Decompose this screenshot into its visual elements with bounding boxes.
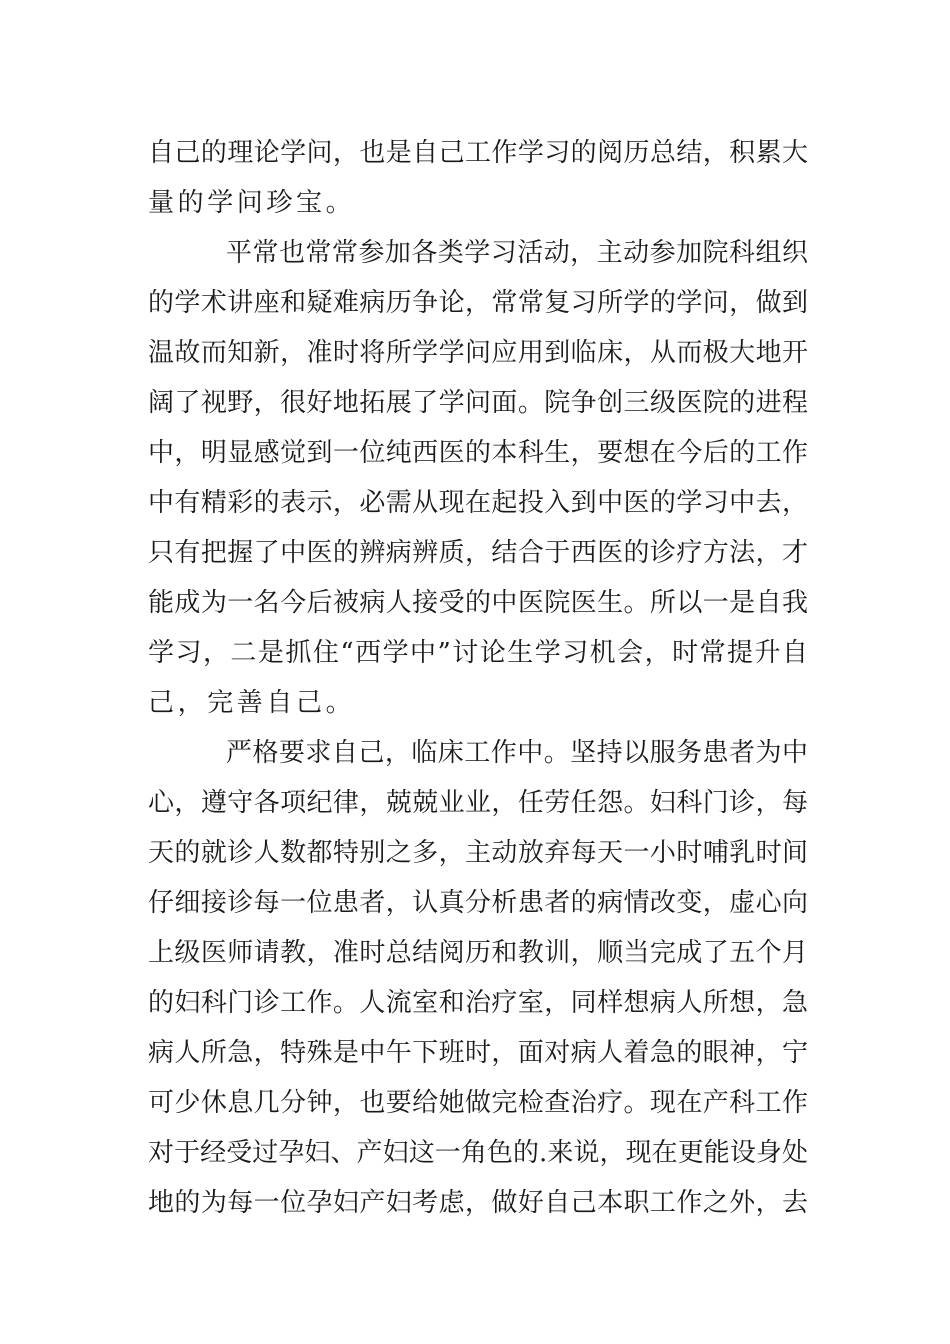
text-line: 病人所急，特殊是中午下班时，面对病人着急的眼神，宁 [148, 1038, 808, 1068]
text-line: 仔细接诊每一位患者，认真分析患者的病情改变，虚心向 [148, 888, 808, 918]
text-line: 自己的理论学问，也是自己工作学习的阅历总结，积累大 [148, 138, 808, 168]
paragraph-first-line: 平常也常常参加各类学习活动，主动参加院科组织 [226, 238, 808, 268]
text-line: 能成为一名今后被病人接受的中医院医生。所以一是自我 [148, 588, 808, 618]
text-line: 阔了视野，很好地拓展了学问面。院争创三级医院的进程 [148, 388, 808, 418]
text-line: 只有把握了中医的辨病辨质，结合于西医的诊疗方法，才 [148, 538, 808, 568]
text-line: 己，完善自己。 [148, 688, 356, 718]
text-line: 量的学问珍宝。 [148, 188, 356, 218]
text-line: 地的为每一位孕妇产妇考虑，做好自己本职工作之外，去 [148, 1188, 808, 1218]
text-line: 上级医师请教，准时总结阅历和教训，顺当完成了五个月 [148, 938, 808, 968]
paragraph-first-line: 严格要求自己，临床工作中。坚持以服务患者为中 [226, 738, 808, 768]
text-line: 的妇科门诊工作。人流室和治疗室，同样想病人所想，急 [148, 988, 808, 1018]
text-line: 学习，二是抓住“西学中”讨论生学习机会，时常提升自 [148, 638, 808, 668]
text-line: 心，遵守各项纪律，兢兢业业，任劳任怨。妇科门诊，每 [148, 788, 808, 818]
text-line: 对于经受过孕妇、产妇这一角色的.来说，现在更能设身处 [148, 1138, 808, 1168]
text-line: 温故而知新，准时将所学学问应用到临床，从而极大地开 [148, 338, 808, 368]
text-line: 中有精彩的表示，必需从现在起投入到中医的学习中去， [148, 488, 808, 518]
text-line: 中，明显感觉到一位纯西医的本科生，要想在今后的工作 [148, 438, 808, 468]
text-line: 天的就诊人数都特别之多，主动放弃每天一小时哺乳时间 [148, 838, 808, 868]
text-line: 可少休息几分钟，也要给她做完检查治疗。现在产科工作 [148, 1088, 808, 1118]
text-line: 的学术讲座和疑难病历争论，常常复习所学的学问，做到 [148, 288, 808, 318]
